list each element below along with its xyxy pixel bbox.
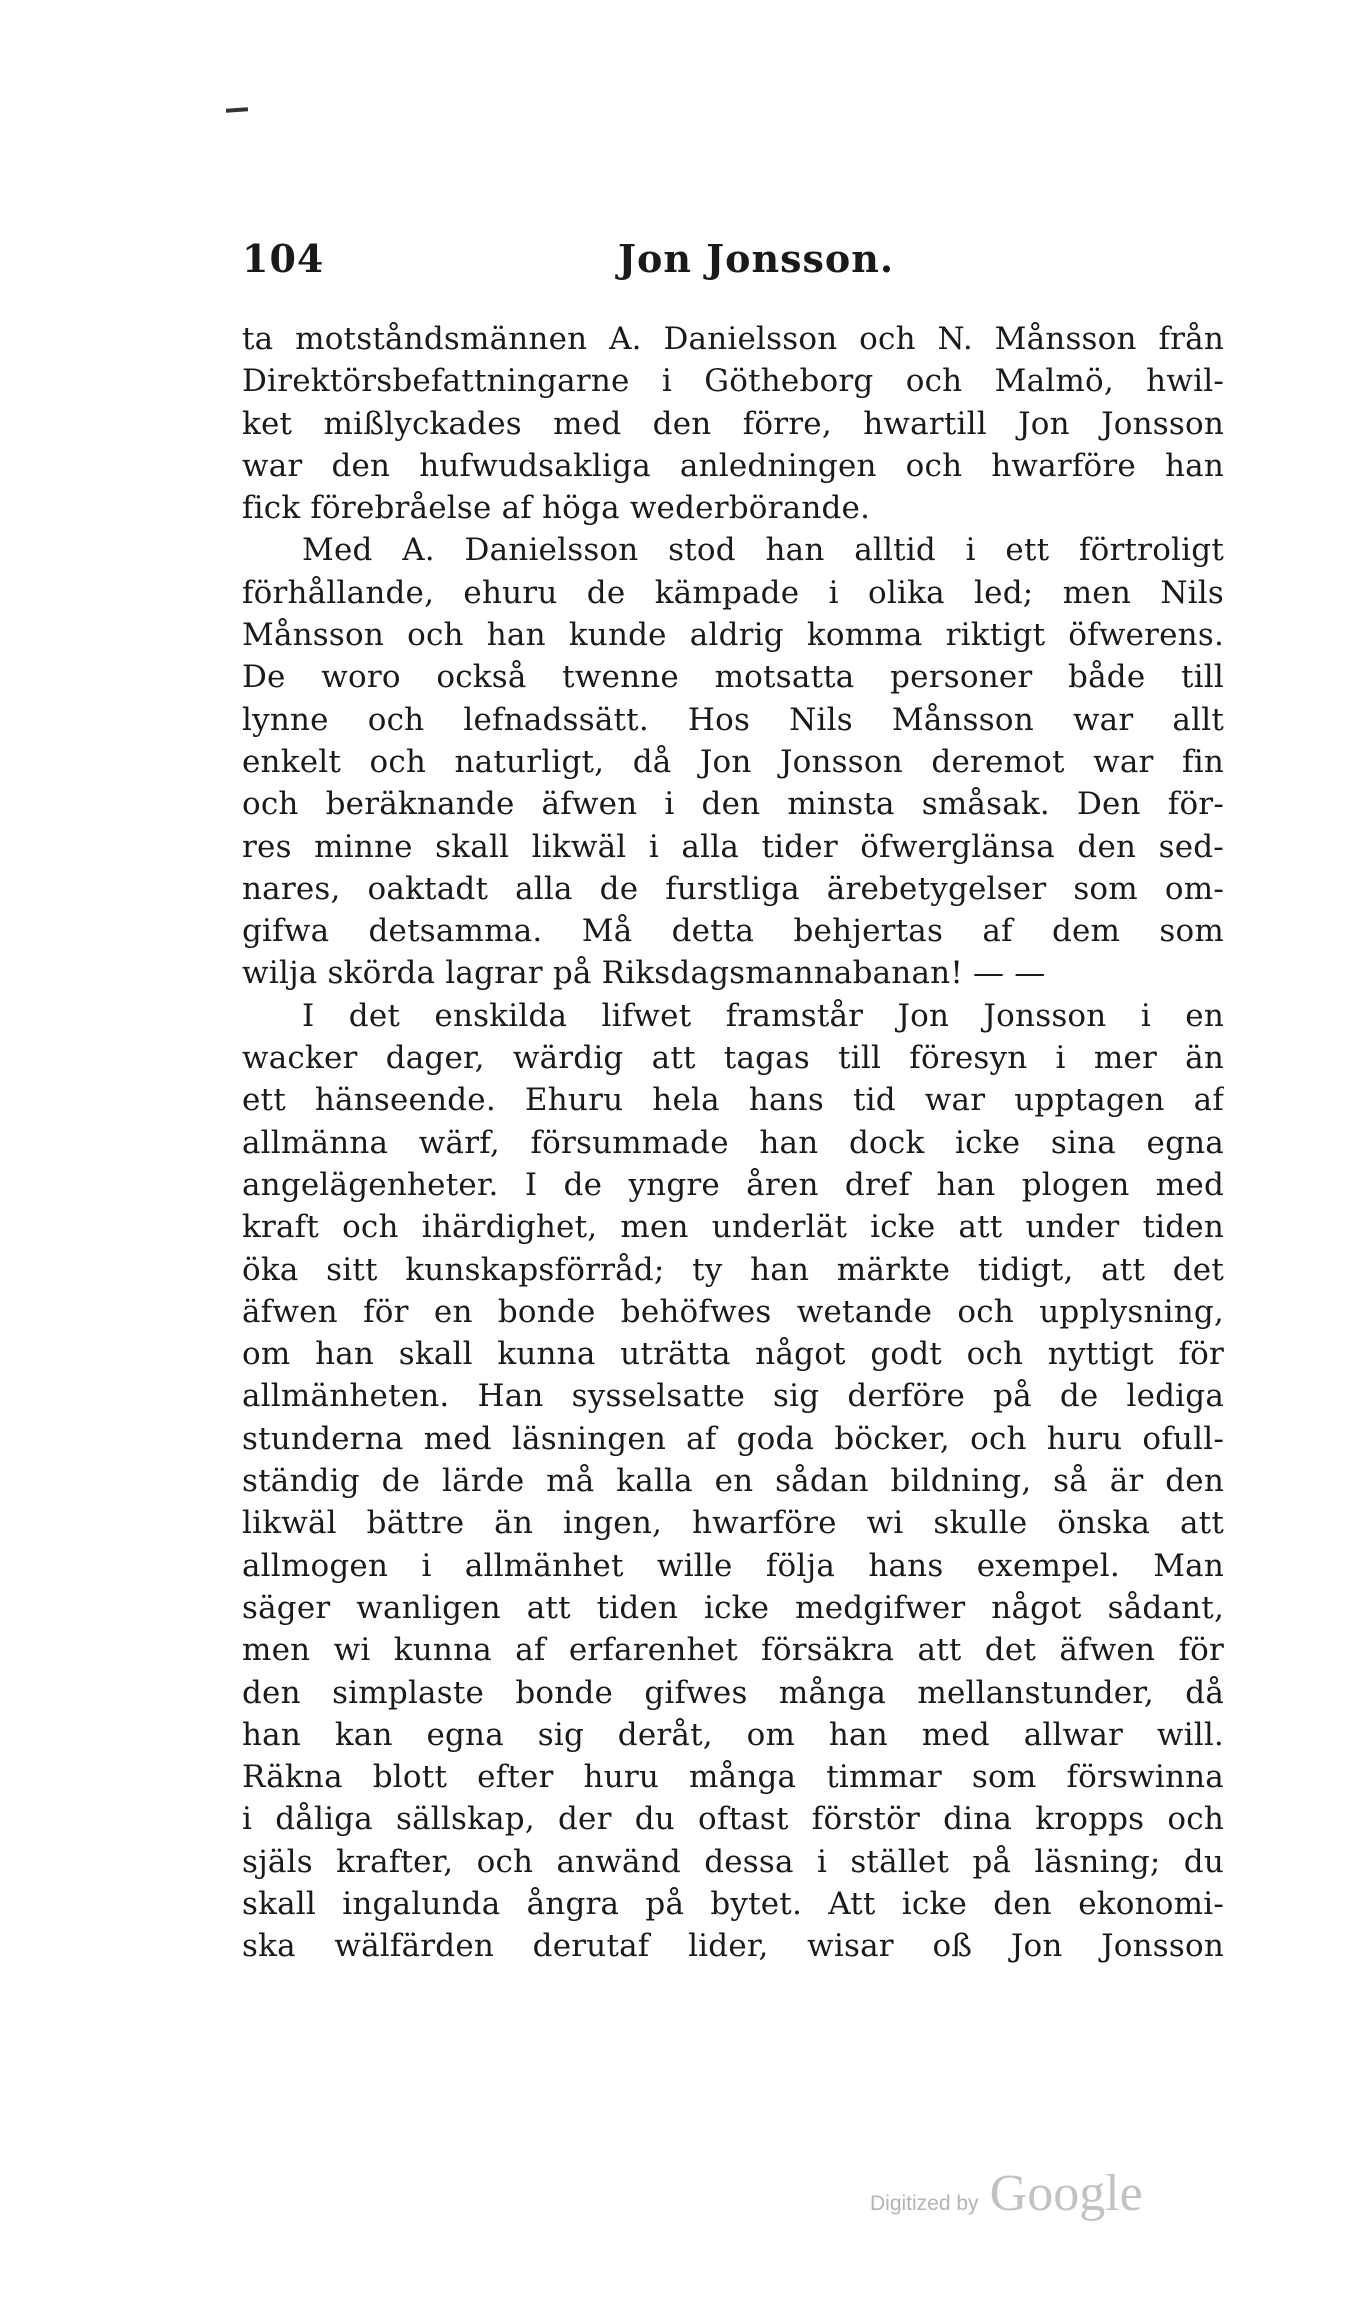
scan-mark: [226, 107, 248, 113]
text-line: gifwa detsamma. Må detta behjertas af dem som: [242, 913, 1224, 950]
text-line: war den hufwudsakliga anledningen och hwarföre han: [242, 447, 1224, 484]
text-line: i dåliga sällskap, der du oftast förstör dina kropps och: [242, 1801, 1224, 1838]
text-line: Med A. Danielsson stod han alltid i ett förtroligt: [302, 532, 1224, 569]
text-line: allmänna wärf, försummade han dock icke sina egna: [242, 1124, 1224, 1161]
text-line: ständig de lärde må kalla en sådan bildning, så är den: [242, 1463, 1224, 1500]
text-line: själs krafter, och anwänd dessa i stället på läsning; du: [242, 1843, 1224, 1880]
text-line: likwäl bättre än ingen, hwarföre wi skulle önska att: [242, 1505, 1224, 1542]
text-line: han kan egna sig deråt, om han med allwar will.: [242, 1716, 1224, 1753]
text-line: res minne skall likwäl i alla tider öfwerglänsa den sed-: [242, 828, 1224, 865]
text-line: allmänheten. Han sysselsatte sig derföre på de lediga: [242, 1378, 1224, 1415]
text-line: om han skall kunna uträtta något godt och nyttigt för: [242, 1336, 1224, 1373]
text-line: I det enskilda lifwet framstår Jon Jonsson i en: [302, 997, 1224, 1034]
text-line: wilja skörda lagrar på Riksdagsmannabanan! — —: [242, 955, 1046, 992]
text-line: angelägenheter. I de yngre åren dref han plogen med: [242, 1166, 1224, 1203]
page-header: [242, 236, 1212, 286]
text-line: allmogen i allmänhet wille följa hans exempel. Man: [242, 1547, 1224, 1584]
text-line: öka sitt kunskapsförråd; ty han märkte tidigt, att det: [242, 1251, 1224, 1288]
body-text: [242, 318, 1224, 1968]
text-line: enkelt och naturligt, då Jon Jonsson deremot war fin: [242, 743, 1224, 780]
text-line: De woro också twenne motsatta personer både till: [242, 659, 1224, 696]
text-line: stunderna med läsningen af goda böcker, och huru ofull-: [242, 1420, 1224, 1457]
text-line: ket mißlyckades med den förre, hwartill Jon Jonsson: [242, 405, 1224, 442]
watermark-brand-logo: Google: [989, 2165, 1143, 2222]
text-line: den simplaste bonde gifwes många mellanstunder, då: [242, 1674, 1224, 1711]
digitized-watermark: [870, 2164, 1143, 2224]
text-line: ska wälfärden derutaf lider, wisar oß Jon Jonsson: [242, 1928, 1224, 1965]
watermark-prefix: Digitized by: [870, 2192, 979, 2215]
text-line: nares, oaktadt alla de furstliga ärebetygelser som om-: [242, 870, 1224, 907]
text-line: Månsson och han kunde aldrig komma riktigt öfwerens.: [242, 617, 1224, 654]
running-title: Jon Jonsson.: [618, 236, 895, 281]
text-line: ta motståndsmännen A. Danielsson och N. Månsson från: [242, 321, 1224, 357]
text-line: och beräknande äfwen i den minsta småsak. Den för-: [242, 786, 1224, 823]
text-line: Räkna blott efter huru många timmar som förswinna: [242, 1759, 1224, 1796]
text-line: förhållande, ehuru de kämpade i olika led; men Nils: [242, 574, 1224, 611]
text-line: fick förebråelse af höga wederbörande.: [242, 490, 871, 527]
text-line: kraft och ihärdighet, men underlät icke att under tiden: [242, 1209, 1224, 1246]
text-line: säger wanligen att tiden icke medgifwer något sådant,: [242, 1589, 1224, 1626]
text-line: men wi kunna af erfarenhet försäkra att det äfwen för: [242, 1632, 1224, 1669]
text-line: lynne och lefnadssätt. Hos Nils Månsson war allt: [242, 701, 1224, 738]
text-line: wacker dager, wärdig att tagas till föresyn i mer än: [242, 1040, 1224, 1077]
text-line: skall ingalunda ångra på bytet. Att icke den ekonomi-: [242, 1885, 1224, 1922]
text-line: ett hänseende. Ehuru hela hans tid war upptagen af: [242, 1082, 1224, 1119]
page-number: 104: [242, 236, 325, 281]
text-line: äfwen för en bonde behöfwes wetande och upplysning,: [242, 1293, 1224, 1330]
text-line: Direktörsbefattningarne i Götheborg och Malmö, hwil-: [242, 363, 1224, 400]
